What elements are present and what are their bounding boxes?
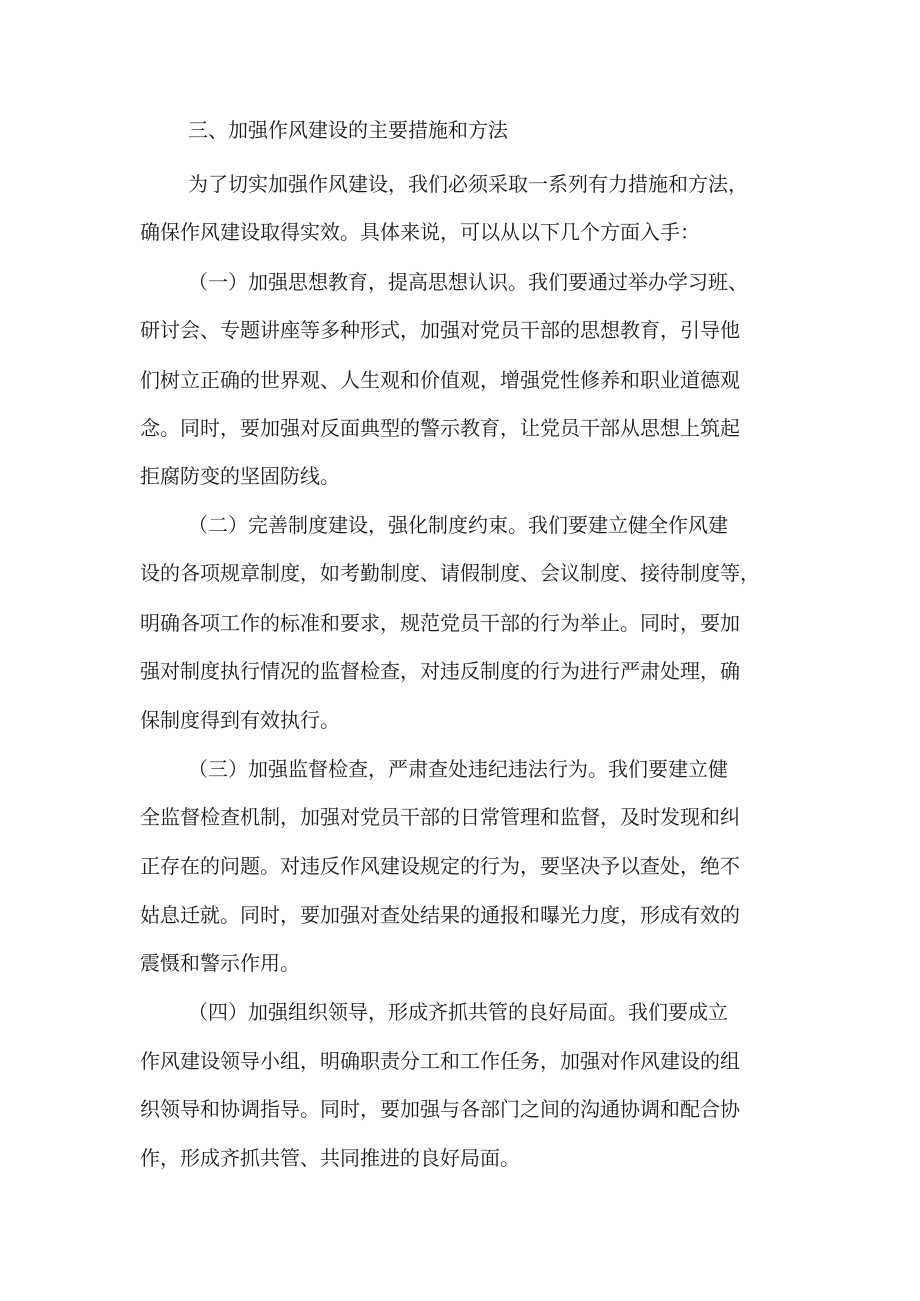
text-line: （二）完善制度建设，强化制度约束。我们要建立健全作风建 [188, 513, 728, 537]
text-line: 正存在的问题。对违反作风建设规定的行为，要坚决予以查处，绝不 [140, 854, 740, 878]
paragraph-line [0, 310, 920, 350]
text-line: 确保作风建设取得实效。具体来说，可以从以下几个方面入手： [140, 220, 700, 244]
paragraph-line [0, 505, 920, 545]
paragraph-line [0, 700, 920, 740]
paragraph-line [0, 212, 920, 252]
text-line: （四）加强组织领导，形成齐抓共管的良好局面。我们要成立 [188, 1000, 728, 1024]
paragraph-line [0, 797, 920, 837]
paragraph-line [0, 262, 920, 302]
paragraph-line [0, 553, 920, 593]
text-line: （三）加强监督检查，严肃查处违纪违法行为。我们要建立健 [188, 757, 728, 781]
paragraph-line [0, 1138, 920, 1178]
paragraph-line [0, 164, 920, 204]
paragraph-line [0, 1089, 920, 1129]
text-line: 设的各项规章制度，如考勤制度、请假制度、会议制度、接待制度等， [140, 561, 760, 585]
paragraph-line [0, 1041, 920, 1081]
text-line: 明确各项工作的标准和要求，规范党员干部的行为举止。同时，要加 [140, 611, 740, 635]
text-line: 研讨会、专题讲座等多种形式，加强对党员干部的思想教育，引导他 [140, 318, 740, 342]
paragraph-line [0, 408, 920, 448]
text-line: 们树立正确的世界观、人生观和价值观，增强党性修养和职业道德观 [140, 368, 740, 392]
paragraph-line [0, 603, 920, 643]
text-line: （一）加强思想教育，提高思想认识。我们要通过举办学习班、 [188, 270, 748, 294]
text-line: 作，形成齐抓共管、共同推进的良好局面。 [140, 1146, 520, 1170]
text-line: 强对制度执行情况的监督检查，对违反制度的行为进行严肃处理，确 [140, 659, 740, 683]
text-line: 为了切实加强作风建设，我们必须采取一系列有力措施和方法， [188, 172, 748, 196]
text-line: 保制度得到有效执行。 [140, 708, 340, 732]
text-line: 拒腐防变的坚固防线。 [140, 464, 340, 488]
paragraph-line [0, 895, 920, 935]
paragraph-line [0, 456, 920, 496]
text-line: 姑息迁就。同时，要加强对查处结果的通报和曝光力度，形成有效的 [140, 903, 740, 927]
paragraph-line [0, 943, 920, 983]
paragraph-line [0, 360, 920, 400]
text-line: 震慑和警示作用。 [140, 951, 300, 975]
paragraph-line [0, 846, 920, 886]
section-heading [0, 110, 920, 150]
text-line: 织领导和协调指导。同时，要加强与各部门之间的沟通协调和配合协 [140, 1097, 740, 1121]
text-line: 作风建设领导小组，明确职责分工和工作任务，加强对作风建设的组 [140, 1049, 740, 1073]
paragraph-line [0, 992, 920, 1032]
paragraph-line [0, 749, 920, 789]
text-line: 全监督检查机制，加强对党员干部的日常管理和监督，及时发现和纠 [140, 805, 740, 829]
paragraph-line [0, 651, 920, 691]
text-line: 三、加强作风建设的主要措施和方法 [188, 118, 508, 142]
text-line: 念。同时，要加强对反面典型的警示教育，让党员干部从思想上筑起 [140, 416, 740, 440]
